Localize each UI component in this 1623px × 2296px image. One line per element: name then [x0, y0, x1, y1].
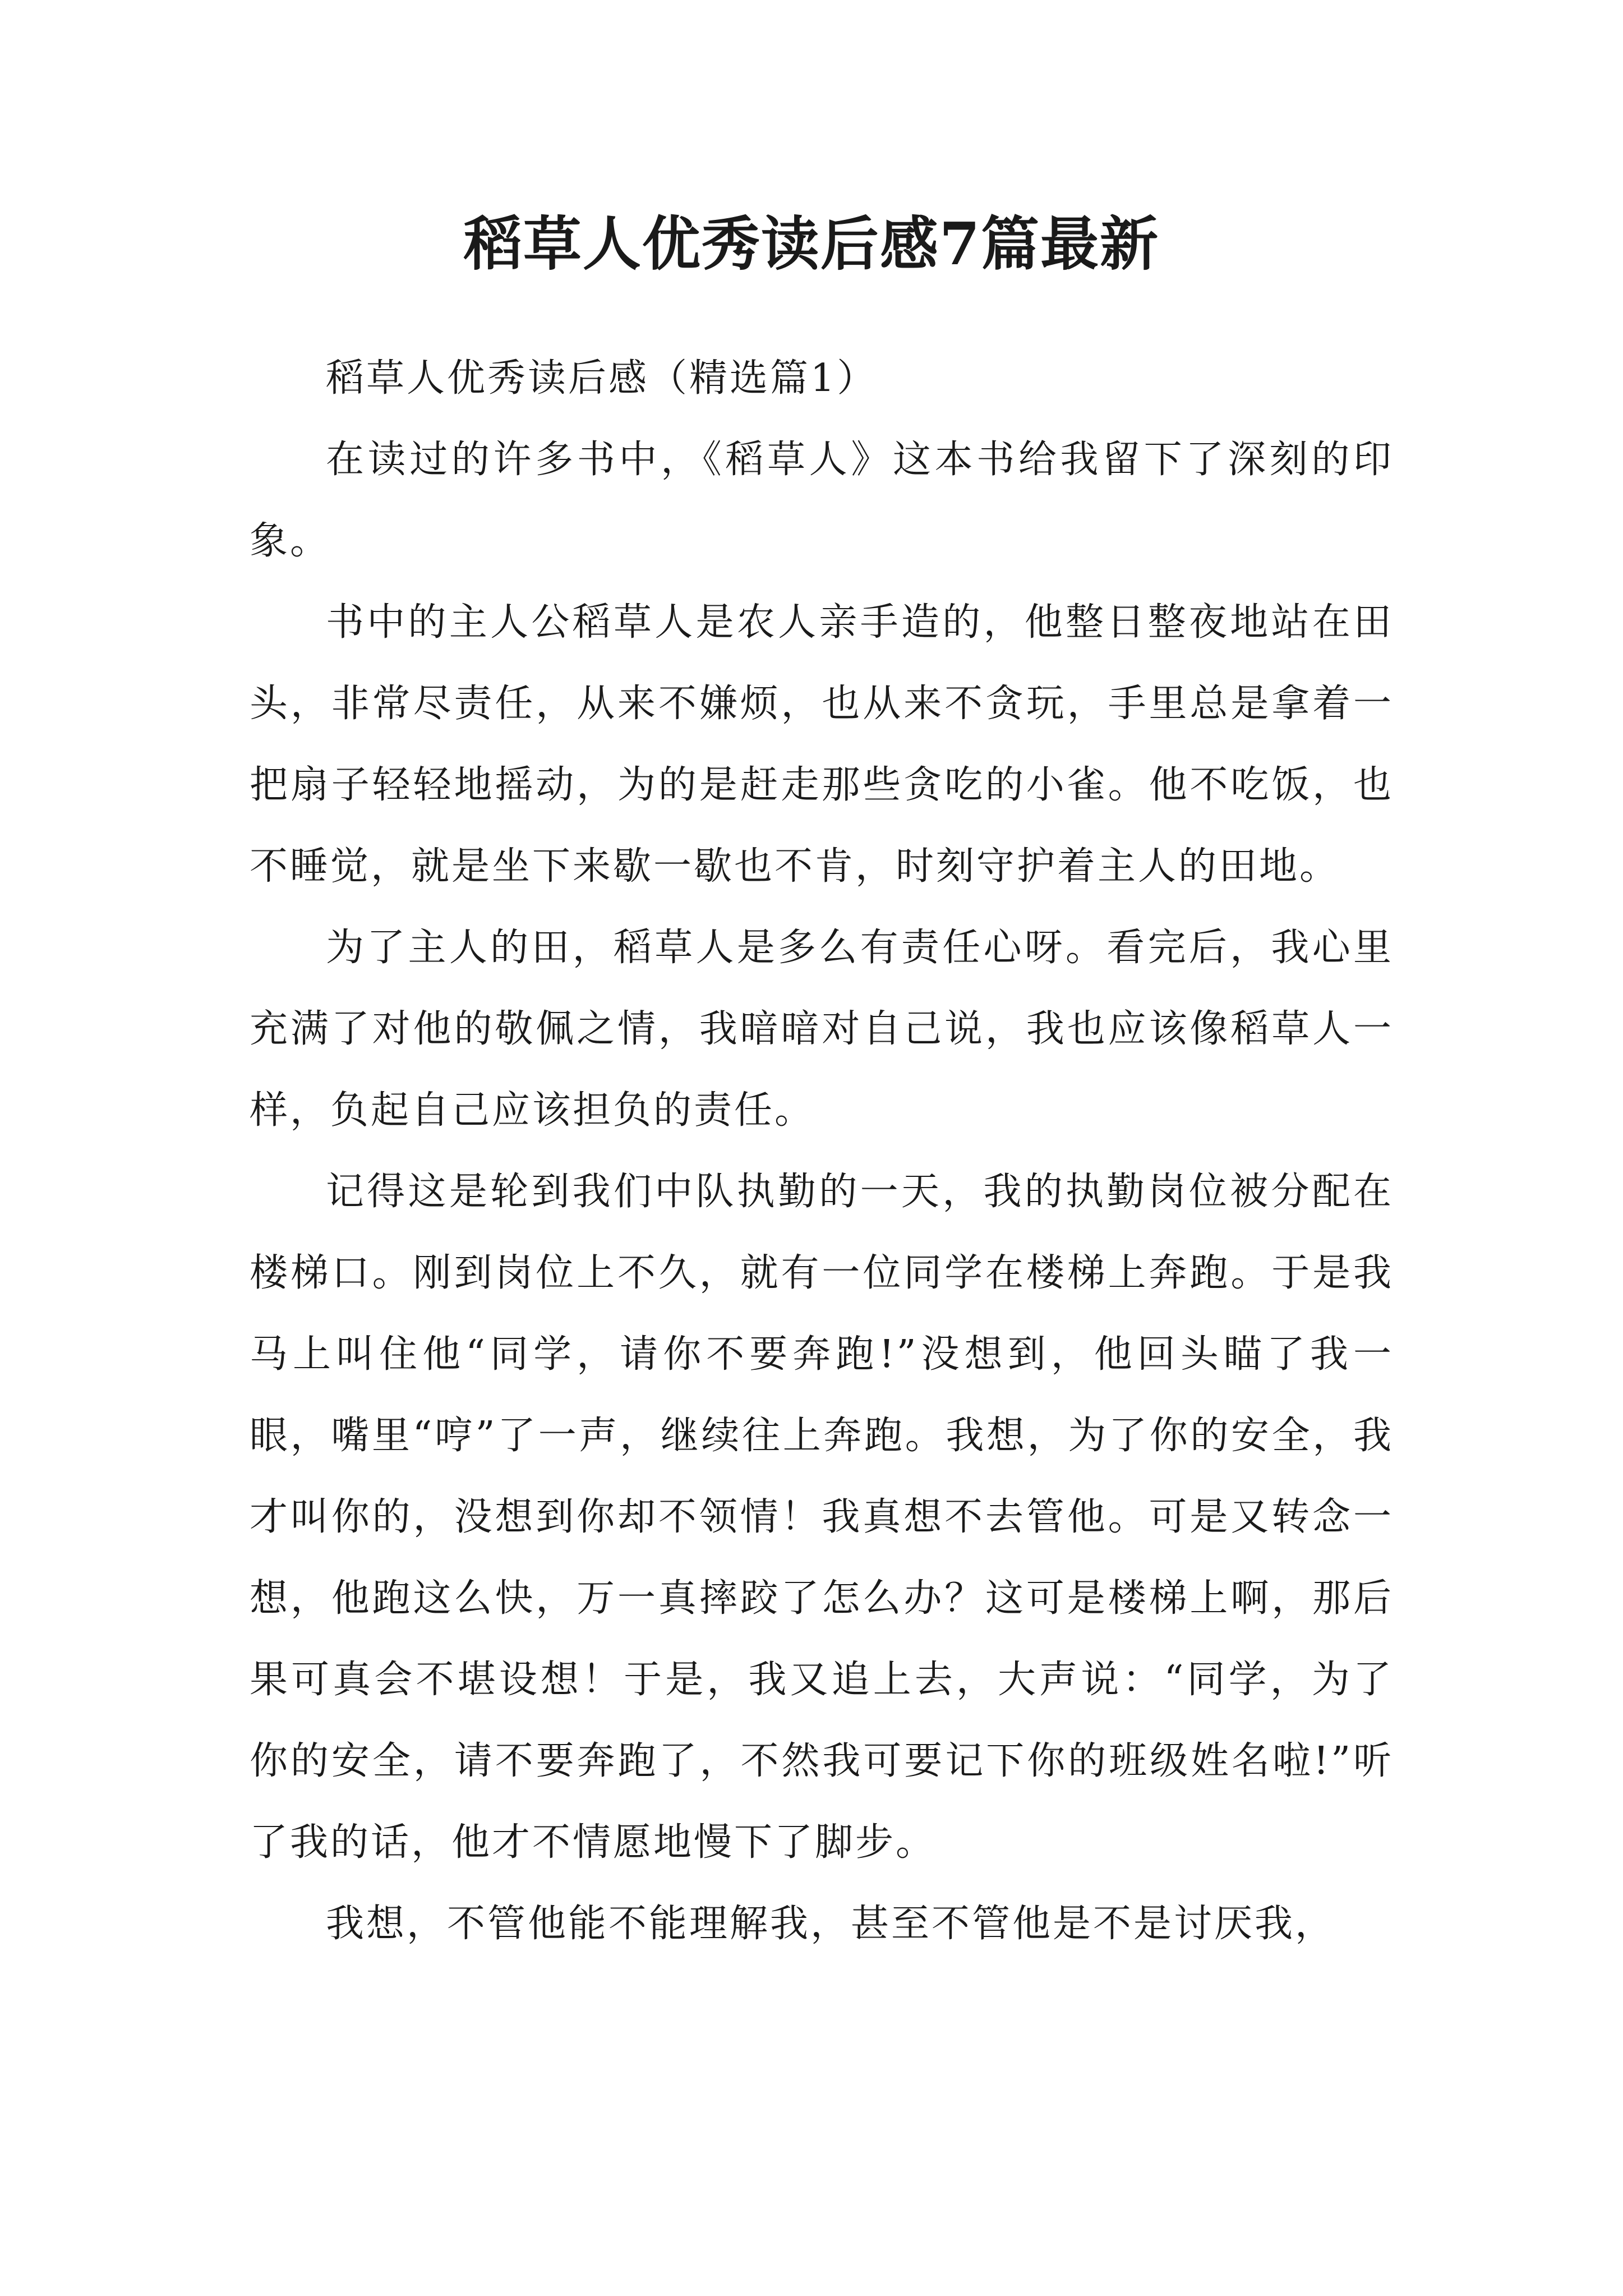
- paragraph: 为了主人的田，稻草人是多么有责任心呀。看完后，我心里充满了对他的敬佩之情，我暗暗对自己说，我也应该像稻草人一样，负起自己应该担负的责任。: [250, 926, 1394, 1133]
- section-heading: 稻草人优秀读后感（精选篇1）: [326, 356, 878, 401]
- paragraph: 在读过的许多书中，《稻草人》这本书给我留下了深刻的印象。: [250, 438, 1394, 563]
- paragraph: 记得这是轮到我们中队执勤的一天，我的执勤岗位被分配在楼梯口。刚到岗位上不久，就有一位同学在楼梯上奔跑。于是我马上叫住他“同学，请你不要奔跑!”没想到，他回头瞄了我一眼，嘴里“哼”了一声，继续往上奔跑。我想，为了你的安全，我才叫你的，没想到你却不领情！我真想不去管他。可是又转念一想，他跑这么快，万一真摔跤了怎么办？这可是楼梯上啊，那后果可真会不堪设想！于是，我又追上去，大声说：“同学，为了你的安全，请不要奔跑了，不然我可要记下你的班级姓名啦!”听了我的话，他才不情愿地慢下了脚步。: [250, 1170, 1394, 1865]
- paragraph: 书中的主人公稻草人是农人亲手造的，他整日整夜地站在田头，非常尽责任，从来不嫌烦，也从来不贪玩，手里总是拿着一把扇子轻轻地摇动，为的是赶走那些贪吃的小雀。他不吃饭，也不睡觉，就是坐下来歇一歇也不肯，时刻守护着主人的田地。: [250, 600, 1394, 889]
- document-title: 稻草人优秀读后感7篇最新: [463, 209, 1160, 278]
- paragraph: 我想，不管他能不能理解我，甚至不管他是不是讨厌我，: [326, 1902, 1336, 1946]
- document-body: [250, 338, 1394, 1964]
